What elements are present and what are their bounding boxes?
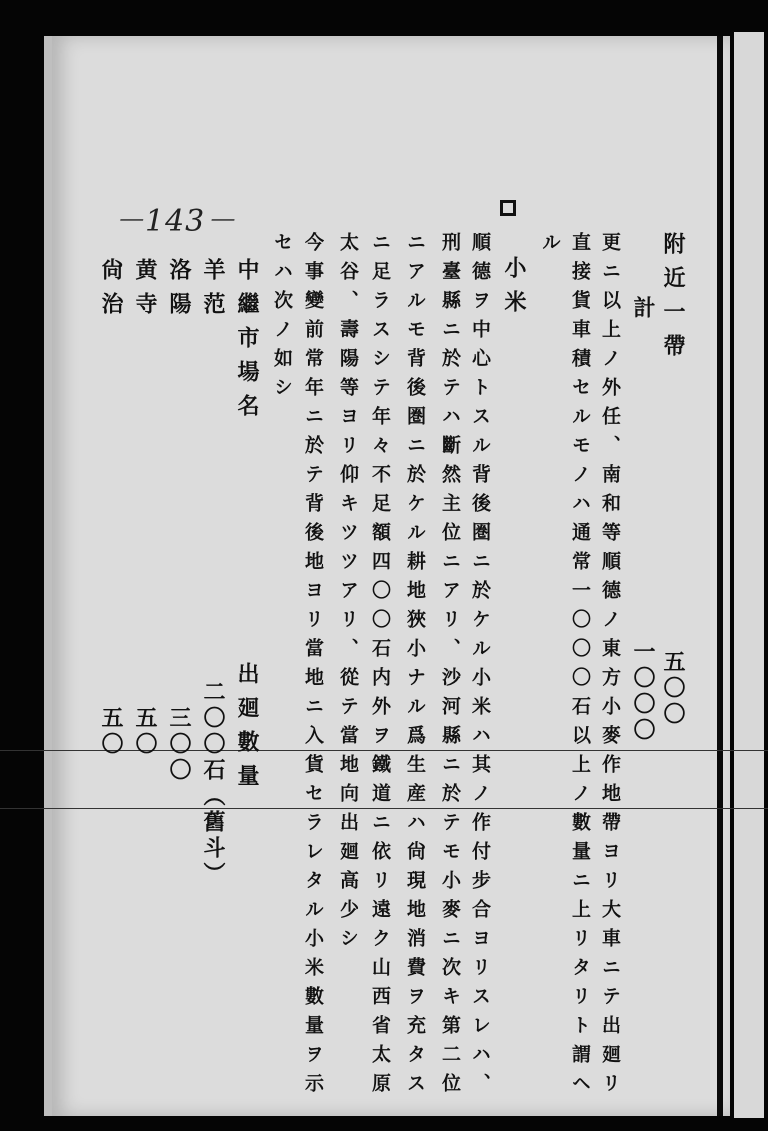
page-number: －143－	[114, 204, 237, 239]
table-row-volume: 三〇〇	[166, 706, 192, 784]
table-header-volume: 出廻數量	[234, 662, 260, 798]
section-marker-icon	[500, 200, 516, 216]
text-column-7: 順德ヲ中心トスル背後圏ニ於ケル小米ハ其ノ作付步合ヨリスレハ、	[469, 232, 491, 1102]
text-column-12: 今事變前常年ニ於テ背後地ヨリ當地ニ入貨セラレタル小米數量ヲ示	[302, 232, 324, 1102]
page-edge-shadow	[717, 36, 723, 1116]
table-row-market: 黄寺	[132, 258, 158, 326]
table-row-volume: 二〇〇石（舊斗）	[200, 680, 226, 888]
text-column-13: セハ次ノ如シ	[271, 232, 293, 406]
text-column-8: 刑臺縣ニ於テハ斷然主位ニアリ、沙河縣ニ於テモ小麥ニ次キ第二位	[439, 232, 461, 1102]
text-column-5: ル	[539, 232, 561, 261]
table-row-market: 羊范	[200, 258, 226, 326]
section-heading-millet: 小米	[501, 256, 527, 324]
value-nearby: 五〇〇	[660, 650, 686, 728]
text-column-4: 直接貨車積セルモノハ通常一〇〇〇石以上ノ數量ニ上リタリト謂ヘ	[569, 232, 591, 1102]
text-column-3: 更ニ以上ノ外任、南和等順德ノ東方小麥作地帶ヨリ大車ニテ出廻リ	[599, 232, 621, 1102]
table-row-market: 尙治	[98, 258, 124, 326]
next-page-edge	[734, 32, 764, 1118]
text-column-nearby: 附近一帶	[660, 232, 686, 368]
value-total: 一〇〇〇	[630, 640, 656, 744]
table-row-volume: 五〇	[98, 706, 124, 758]
text-column-11: 太谷、壽陽等ヨリ仰キツツアリ、從テ當地向出廻高少シ	[337, 232, 359, 957]
table-row-market: 洛陽	[166, 258, 192, 326]
text-column-10: ニ足ラスシテ年々不足額四〇〇石内外ヲ鐵道ニ依リ遠ク山西省太原	[369, 232, 391, 1102]
table-header-market: 中繼市場名	[234, 258, 260, 428]
text-column-total: 計	[630, 296, 656, 330]
table-row-volume: 五〇	[132, 706, 158, 758]
text-column-9: ニアルモ背後圏ニ於ケル耕地狹小ナル爲生産ハ尙現地消費ヲ充タス	[404, 232, 426, 1102]
